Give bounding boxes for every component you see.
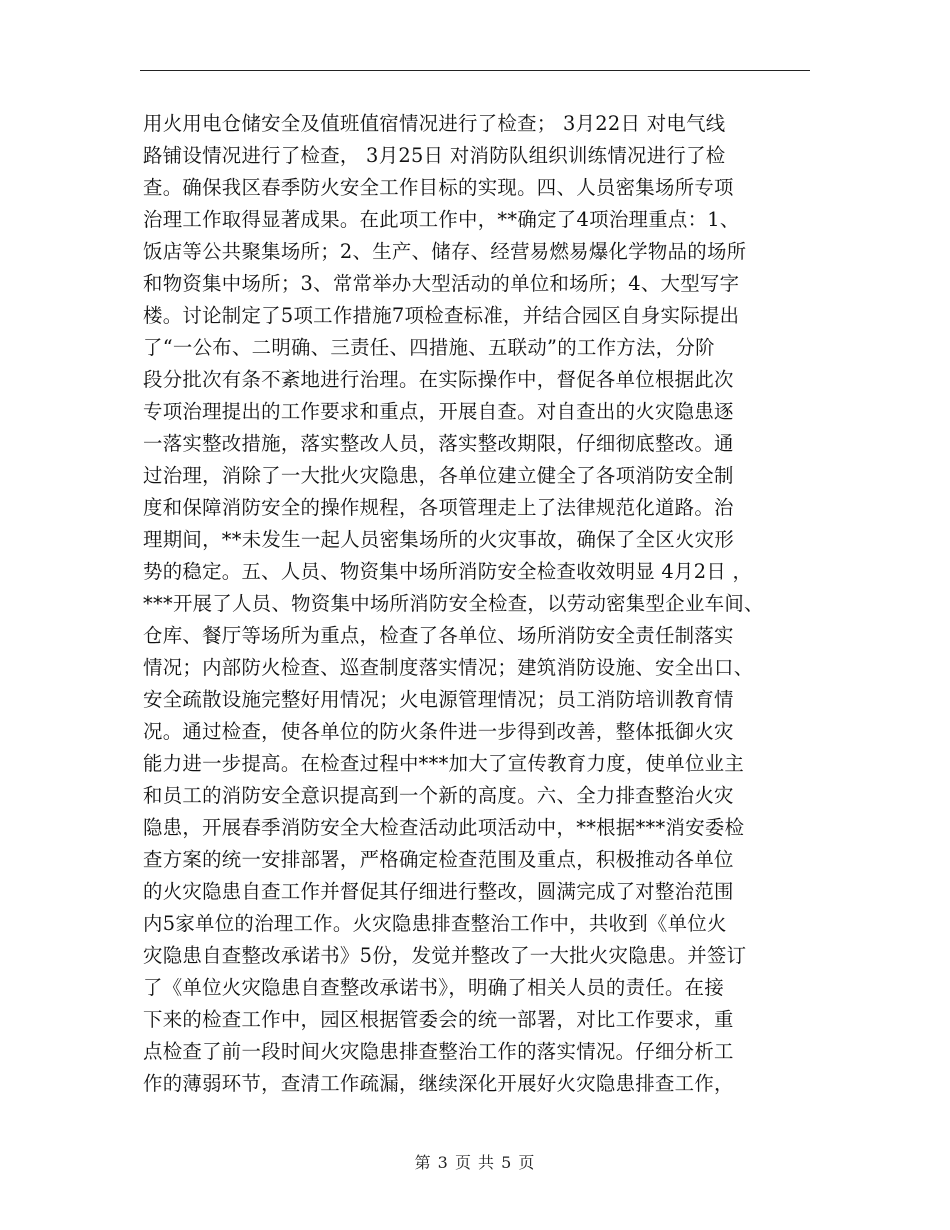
text-line: 和物资集中场所；3、常常举办大型活动的单位和场所；4、大型写字 [143, 272, 740, 295]
text-line: 饭店等公共聚集场所；2、生产、储存、经营易燃易爆化学物品的场所 [143, 240, 747, 263]
text-line: 查。确保我区春季防火安全工作目标的实现。四、人员密集场所专项 [143, 176, 734, 199]
text-line: 和员工的消防安全意识提高到一个新的高度。六、全力排查整治火灾 [143, 784, 734, 807]
text-line: 度和保障消防安全的操作规程，各项管理走上了法律规范化道路。治 [143, 496, 734, 519]
text-line: 治理工作取得显著成果。在此项工作中，**确定了4项治理重点：1、 [143, 208, 740, 231]
text-line: 用火用电仓储安全及值班值宿情况进行了检查； 3月22日 对电气线 [143, 112, 726, 135]
text-line: 灾隐患自查整改承诺书》5份，发觉并整改了一大批火灾隐患。并签订 [143, 944, 747, 967]
text-line: 专项治理提出的工作要求和重点，开展自查。对自查出的火灾隐患逐 [143, 400, 734, 423]
text-line: 段分批次有条不紊地进行治理。在实际操作中，督促各单位根据此次 [143, 368, 734, 391]
text-line: 仓库、餐厅等场所为重点，检查了各单位、场所消防安全责任制落实 [143, 624, 734, 647]
text-line: 过治理，消除了一大批火灾隐患，各单位建立健全了各项消防安全制 [143, 464, 734, 487]
text-line: 理期间，**未发生一起人员密集场所的火灾事故，确保了全区火灾形 [143, 528, 735, 551]
body-text [143, 108, 833, 1100]
text-line: 查方案的统一安排部署，严格确定检查范围及重点，积极推动各单位 [143, 848, 734, 871]
text-line: 路铺设情况进行了检查， 3月25日 对消防队组织训练情况进行了检 [143, 144, 726, 167]
text-line: 了《单位火灾隐患自查整改承诺书》，明确了相关人员的责任。在接 [143, 976, 725, 999]
text-line: 一落实整改措施，落实整改人员，落实整改期限，仔细彻底整改。通 [143, 432, 734, 455]
text-line: 隐患，开展春季消防安全大检查活动此项活动中，**根据***消安委检 [143, 816, 745, 839]
text-line: 的火灾隐患自查工作并督促其仔细进行整改，圆满完成了对整治范围 [143, 880, 734, 903]
text-line: 安全疏散设施完整好用情况；火电源管理情况；员工消防培训教育情 [143, 688, 734, 711]
text-line: 下来的检查工作中，园区根据管委会的统一部署，对比工作要求，重 [143, 1008, 734, 1031]
text-line: 况。通过检查，使各单位的防火条件进一步得到改善，整体抵御火灾 [143, 720, 734, 743]
page-footer: 第 3 页 共 5 页 [414, 1153, 536, 1172]
text-line: 了“一公布、二明确、三责任、四措施、五联动”的工作方法，分阶 [143, 336, 715, 359]
text-line: 作的薄弱环节，查清工作疏漏，继续深化开展好火灾隐患排查工作， [143, 1072, 734, 1095]
text-line: 内5家单位的治理工作。火灾隐患排查整治工作中，共收到《单位火 [143, 912, 727, 935]
text-line: 势的稳定。五、人员、物资集中场所消防安全检查收效明显 4月2日 ， [143, 560, 753, 583]
text-line: 点检查了前一段时间火灾隐患排查整治工作的落实情况。仔细分析工 [143, 1040, 734, 1063]
text-line: 情况；内部防火检查、巡查制度落实情况；建筑消防设施、安全出口、 [143, 656, 754, 679]
text-line: ***开展了人员、物资集中场所消防安全检查，以劳动密集型企业车间、 [143, 592, 764, 615]
header-rule [140, 70, 810, 71]
text-line: 楼。讨论制定了5项工作措施7项检查标准，并结合园区自身实际提出 [143, 304, 740, 327]
text-line: 能力进一步提高。在检查过程中***加大了宣传教育力度，使单位业主 [143, 752, 745, 775]
